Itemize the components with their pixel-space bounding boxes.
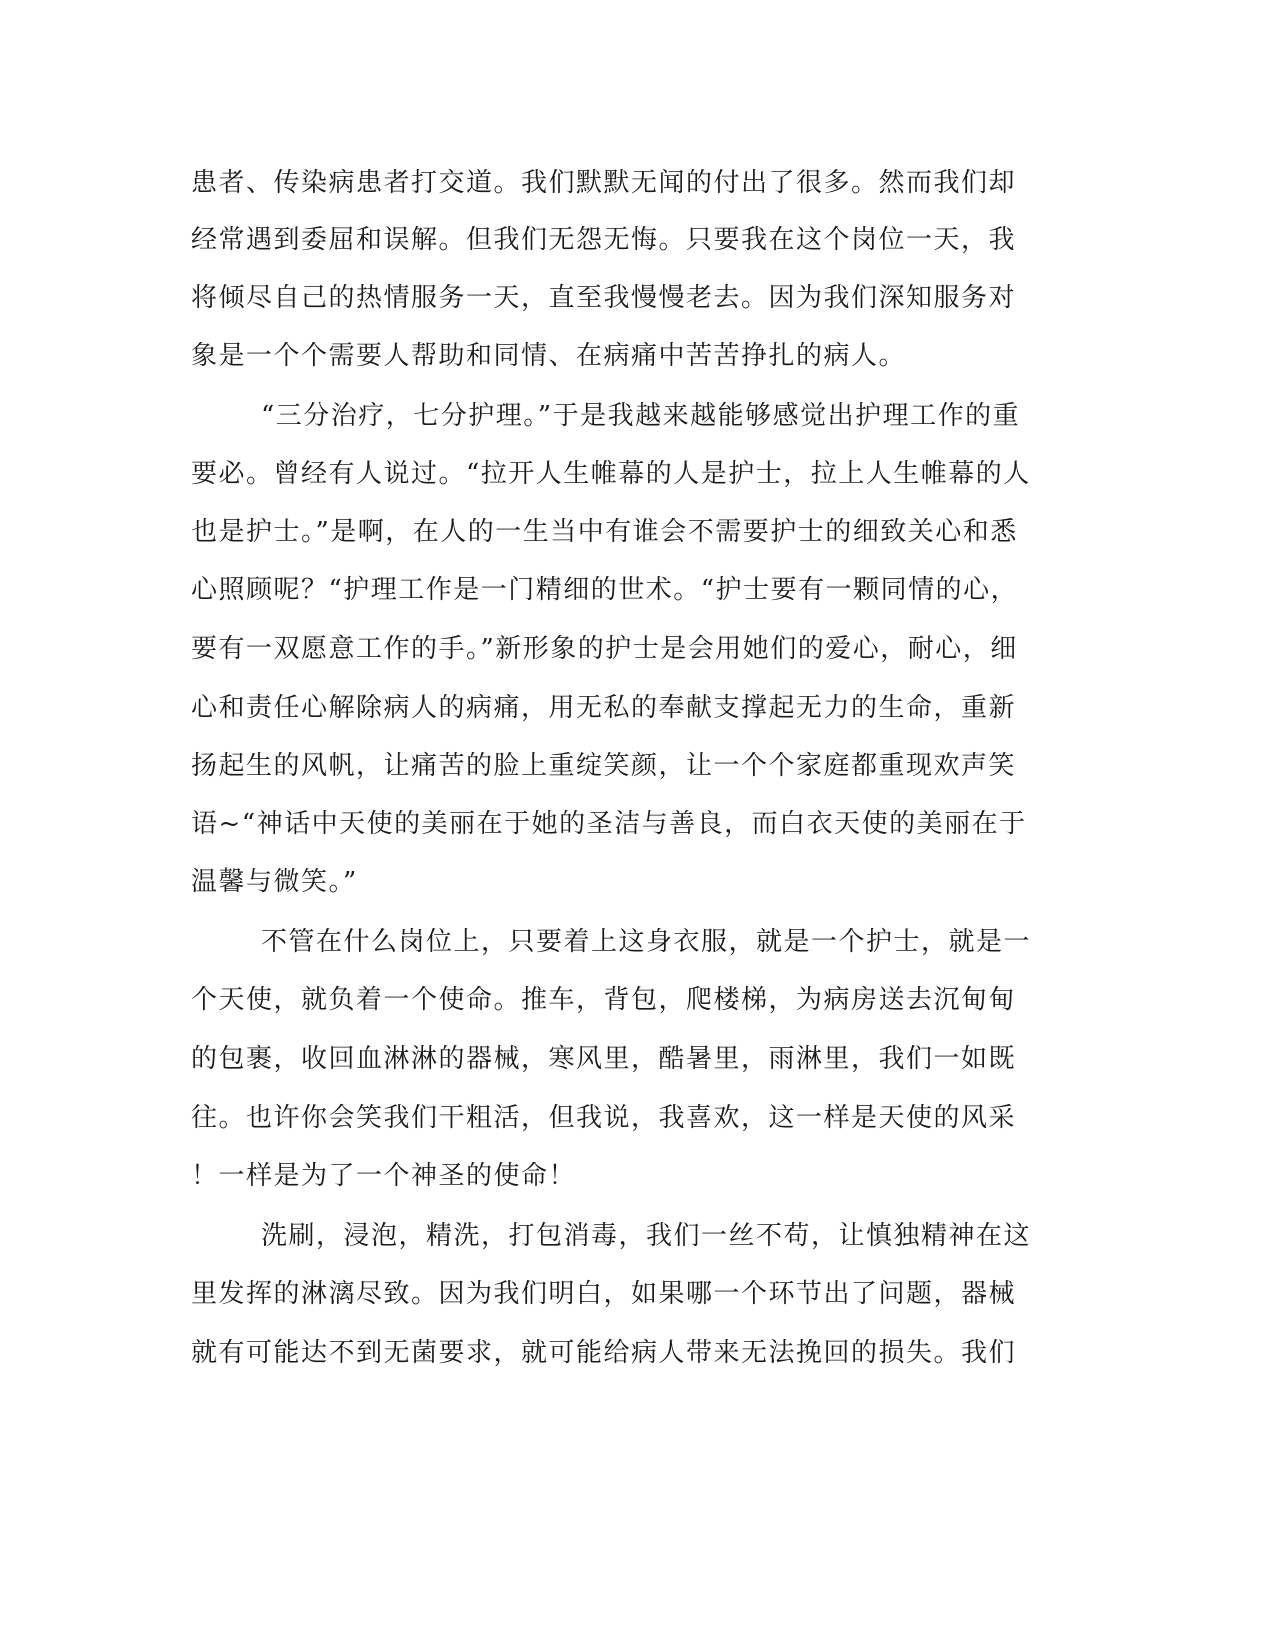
paragraph-first-line: 不管在什么岗位上，只要着上这身衣服，就是一个护士，就是一: [261, 927, 1032, 957]
text-line: 往。也许你会笑我们干粗活，但我说，我喜欢，这一样是天使的风采: [191, 1103, 1017, 1133]
text-line: 心照顾呢？“护理工作是一门精细的世术。“护士要有一颗同情的心，: [191, 575, 1019, 605]
text-line: 要有一双愿意工作的手。”新形象的护士是会用她们的爱心，耐心，细: [191, 634, 1018, 664]
text-line: 的包裹，收回血淋淋的器械，寒风里，酷暑里，雨淋里，我们一如既: [191, 1044, 1017, 1074]
paragraph-first-line: 洗刷，浸泡，精洗，打包消毒，我们一丝不苟，让慎独精神在这: [261, 1221, 1032, 1251]
text-line: 扬起生的风帆，让痛苦的脸上重绽笑颜，让一个个家庭都重现欢声笑: [191, 751, 1017, 781]
text-line: 要必。曾经有人说过。“拉开人生帷幕的人是护士，拉上人生帷幕的人: [191, 459, 1031, 489]
text-line: 患者、传染病患者打交道。我们默默无闻的付出了很多。然而我们却: [191, 168, 1017, 198]
text-line: 温馨与微笑。”: [191, 867, 358, 897]
text-line: 经常遇到委屈和误解。但我们无怨无悔。只要我在这个岗位一天，我: [191, 225, 1017, 255]
text-line: 里发挥的淋漓尽致。因为我们明白，如果哪一个环节出了问题，器械: [191, 1279, 1017, 1309]
text-line: 将倾尽自己的热情服务一天，直至我慢慢老去。因为我们深知服务对: [191, 283, 1017, 313]
text-line: ！一样是为了一个神圣的使命！: [191, 1161, 577, 1191]
text-line: 象是一个个需要人帮助和同情、在病痛中苦苦挣扎的病人。: [191, 341, 907, 371]
text-line: 语~“神话中天使的美丽在于她的圣洁与善良，而白衣天使的美丽在于: [191, 809, 1027, 839]
text-line: 就有可能达不到无菌要求，就可能给病人带来无法挽回的损失。我们: [191, 1338, 1017, 1368]
text-line: 也是护士。”是啊，在人的一生当中有谁会不需要护士的细致关心和悉: [191, 517, 1018, 547]
paragraph-first-line: “三分治疗，七分护理。”于是我越来越能够感觉出护理工作的重: [261, 401, 1021, 431]
text-line: 个天使，就负着一个使命。推车，背包，爬楼梯，为病房送去沉甸甸: [191, 985, 1017, 1015]
text-line: 心和责任心解除病人的病痛，用无私的奉献支撑起无力的生命，重新: [191, 693, 1017, 723]
